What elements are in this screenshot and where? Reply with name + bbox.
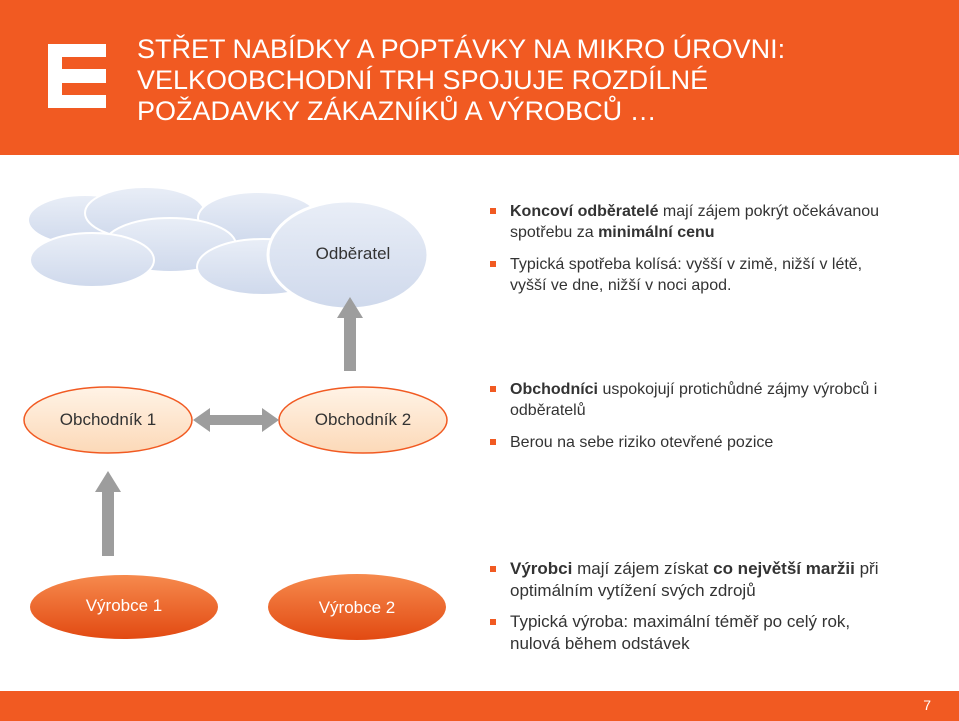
trader-bullets (489, 379, 889, 464)
bullet-text: uspokojují protichůdné zájmy výrobců i odběratelů (510, 381, 878, 419)
title-line: STŘET NABÍDKY A POPTÁVKY NA MIKRO ÚROVNI: (137, 34, 786, 64)
list-item (489, 201, 889, 243)
page-number: 7 (923, 697, 931, 713)
bullet-bold: Koncoví odběratelé (510, 203, 659, 220)
list-item (489, 558, 899, 602)
trader-1-label: Obchodník 1 (59, 410, 157, 429)
consumer-label: Odběratel (315, 244, 391, 263)
bullet-text: Typická spotřeba kolísá: vyšší v zimě, nižší v létě, vyšší ve dne, nižší v noci apod. (510, 256, 863, 294)
bullet-text: mají zájem získat (572, 559, 714, 578)
consumer-bullets (489, 201, 889, 307)
list-item (489, 611, 899, 655)
list-item (489, 379, 889, 421)
trader-2-label: Obchodník 2 (314, 410, 412, 429)
bullet-text: Berou na sebe riziko otevřené pozice (510, 434, 774, 451)
producer-2-label: Výrobce 2 (318, 598, 396, 617)
producer-1-label: Výrobce 1 (85, 596, 163, 615)
bullet-bold: co největší maržii (713, 559, 855, 578)
list-item (489, 254, 889, 296)
list-item (489, 432, 889, 453)
bullet-bold: minimální cenu (598, 224, 715, 241)
producer-bullets (489, 558, 899, 664)
bullet-bold: Výrobci (510, 559, 573, 578)
title-line: VELKOOBCHODNÍ TRH SPOJUJE ROZDÍLNÉ (137, 65, 709, 95)
footer-bar (0, 691, 959, 721)
title-line: POŽADAVKY ZÁKAZNÍKŮ A VÝROBCŮ … (137, 96, 657, 126)
bullet-text: Typická výroba: maximální téměř po celý rok, nulová během odstávek (510, 612, 851, 653)
page-title (137, 34, 917, 127)
bullet-bold: Obchodníci (510, 381, 598, 398)
double-arrow (193, 408, 279, 432)
cez-logo (48, 44, 106, 108)
header-bar (0, 0, 959, 155)
bullet-text: mají zájem pokrýt očekávanou spotřebu za (510, 203, 880, 241)
bullet-text: při optimálním vytížení svých zdrojů (510, 559, 879, 600)
arrow-up-traders (95, 471, 121, 556)
